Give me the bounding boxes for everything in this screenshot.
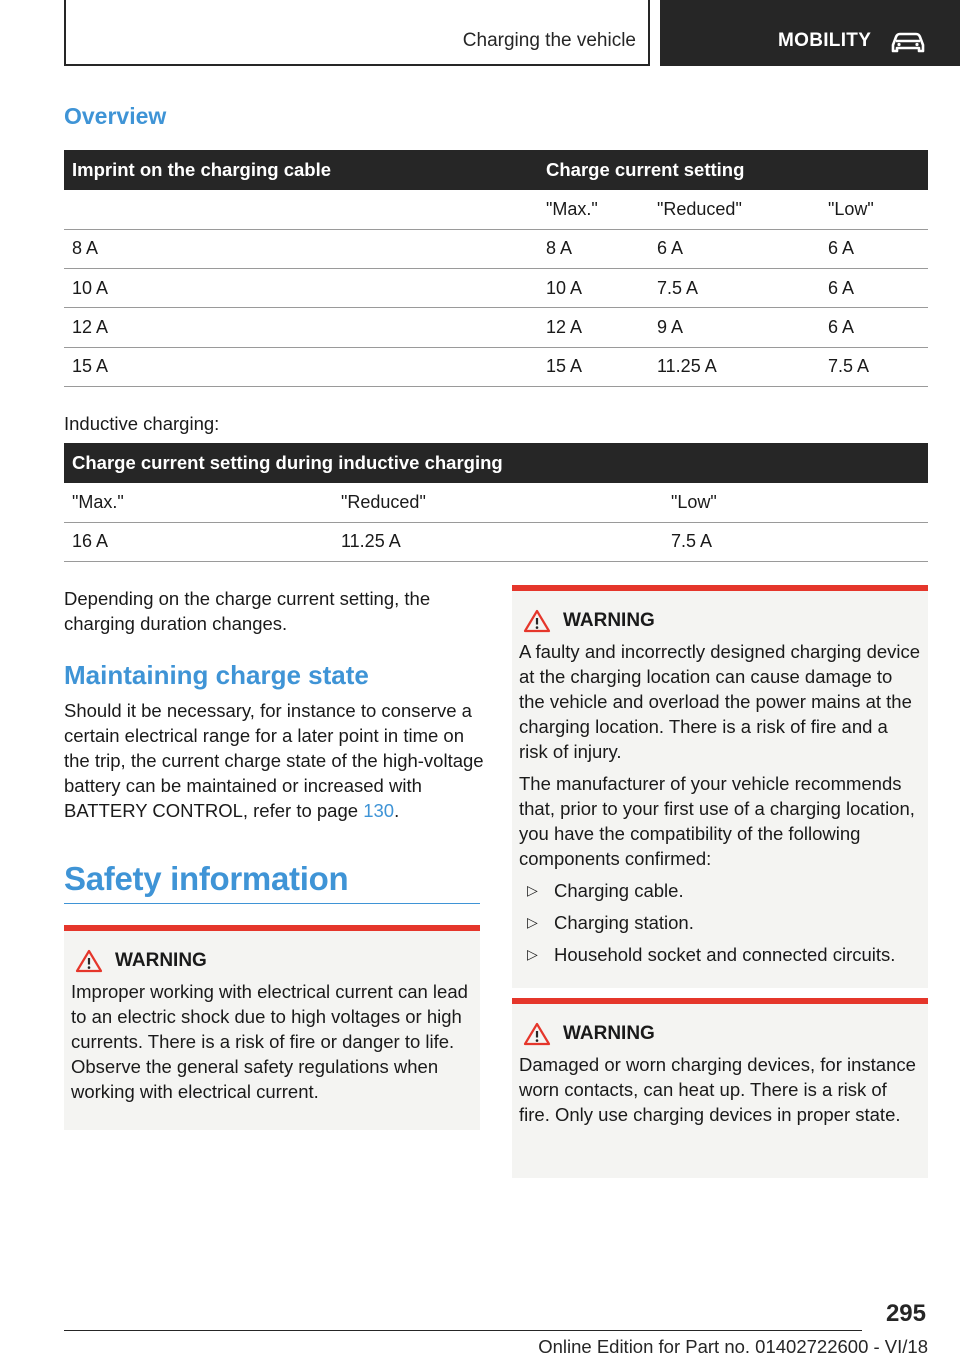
- warning-triangle-icon: [523, 1022, 551, 1046]
- table-cell: "Max.": [538, 190, 649, 229]
- table-row: [64, 308, 928, 347]
- page-link[interactable]: 130: [363, 800, 395, 821]
- list-item: [519, 878, 921, 903]
- table-subheader-row: [64, 483, 928, 522]
- maintaining-heading: Maintaining charge state: [64, 660, 369, 690]
- overview-heading: Overview: [64, 103, 167, 129]
- table-cell: 16 A: [64, 522, 333, 561]
- maintaining-text: Should it be necessary, for instance to conserve a certain electrical range for a later point in time on the trip, the current charge state of the high-voltage battery can be maintained or increased with BATTERY CONTROL, refer to page: [64, 700, 484, 821]
- duration-paragraph: Depending on the charge current setting, the charging duration changes.: [64, 588, 431, 634]
- header-chapter-tab[interactable]: [660, 0, 960, 66]
- table-row: [64, 347, 928, 386]
- warning-text: The manufacturer of your vehicle recommends that, prior to your first use of a charging location, you have the compatibility of the following components confirmed:: [519, 773, 915, 869]
- list-item-text: Charging station.: [554, 912, 694, 933]
- table-cell: "Reduced": [649, 190, 820, 229]
- table-cell: 7.5 A: [663, 522, 928, 561]
- table-row: [64, 229, 928, 268]
- table-header-imprint: Imprint on the charging cable: [64, 150, 538, 190]
- table-cell: 6 A: [820, 229, 928, 268]
- car-icon: [890, 30, 926, 54]
- list-item-text: Household socket and connected circuits.: [554, 944, 896, 965]
- warning-box-faulty-device: [512, 585, 928, 988]
- inductive-intro: Inductive charging:: [64, 413, 220, 434]
- components-list: [519, 878, 921, 967]
- warning-text: A faulty and incorrectly designed charging device at the charging location can cause damage to the vehicle and overload the power mains at the charging location. There is a risk of fire and a risk of injury.: [519, 641, 921, 762]
- table-cell: 15 A: [64, 347, 538, 386]
- table-cell: [64, 190, 538, 229]
- list-item-text: Charging cable.: [554, 880, 684, 901]
- table-cell: "Max.": [64, 483, 333, 522]
- table-cell: 8 A: [64, 229, 538, 268]
- edition-text: Online Edition for Part no. 01402722600 - VI/18: [538, 1336, 928, 1357]
- table-header-row: [64, 150, 928, 190]
- warning-header: [519, 1022, 921, 1046]
- maintaining-paragraph: [64, 698, 484, 823]
- warning-title: WARNING: [563, 1023, 655, 1044]
- bullet-triangle-icon: ▷: [527, 882, 538, 898]
- table-cell: 9 A: [649, 308, 820, 347]
- warning-box-electric-shock: [64, 925, 480, 1130]
- bullet-triangle-icon: ▷: [527, 946, 538, 962]
- footer-rule: [64, 1330, 862, 1331]
- warning-triangle-icon: [523, 609, 551, 633]
- charge-current-table: [64, 150, 928, 387]
- maintaining-text-end: .: [394, 800, 400, 821]
- list-item: [519, 910, 921, 935]
- header-section-tab: [64, 0, 650, 66]
- table-cell: 7.5 A: [820, 347, 928, 386]
- table-cell: "Low": [663, 483, 928, 522]
- table-cell: 15 A: [538, 347, 649, 386]
- table-cell: 6 A: [649, 229, 820, 268]
- warning-header: [519, 609, 921, 633]
- table-cell: 6 A: [820, 269, 928, 308]
- table-cell: 7.5 A: [649, 269, 820, 308]
- table-subheader-row: [64, 190, 928, 229]
- table-cell: 10 A: [538, 269, 649, 308]
- table-header-row: [64, 443, 928, 483]
- table-row: [64, 269, 928, 308]
- table-row: [64, 522, 928, 561]
- heading-rule: [64, 903, 480, 904]
- chapter-label: MOBILITY: [778, 30, 872, 51]
- safety-heading: Safety information: [64, 860, 349, 897]
- table-cell: 11.25 A: [649, 347, 820, 386]
- page-number: 295: [885, 1300, 926, 1327]
- warning-title: WARNING: [115, 950, 207, 971]
- table-header-inductive: Charge current setting during inductive charging: [64, 443, 928, 483]
- warning-title: WARNING: [563, 610, 655, 631]
- warning-text: Improper working with electrical current can lead to an electric shock due to high voltages or high currents. There is a risk of fire or danger to life. Observe the general safety regulations when working with electrical current.: [71, 981, 468, 1102]
- table-cell: 8 A: [538, 229, 649, 268]
- table-cell: "Low": [820, 190, 928, 229]
- table-cell: 11.25 A: [333, 522, 663, 561]
- warning-triangle-icon: [75, 949, 103, 973]
- table-cell: 12 A: [538, 308, 649, 347]
- warning-box-worn-devices: [512, 998, 928, 1178]
- inductive-charging-table: [64, 443, 928, 562]
- table-cell: "Reduced": [333, 483, 663, 522]
- bullet-triangle-icon: ▷: [527, 914, 538, 930]
- section-title: Charging the vehicle: [462, 30, 636, 51]
- table-header-setting: Charge current setting: [538, 150, 928, 190]
- warning-header: [71, 949, 473, 973]
- warning-text: Damaged or worn charging devices, for instance worn contacts, can heat up. There is a risk of fire. Only use charging devices in proper state.: [519, 1054, 916, 1125]
- table-cell: 6 A: [820, 308, 928, 347]
- list-item: [519, 942, 921, 967]
- table-cell: 12 A: [64, 308, 538, 347]
- table-cell: 10 A: [64, 269, 538, 308]
